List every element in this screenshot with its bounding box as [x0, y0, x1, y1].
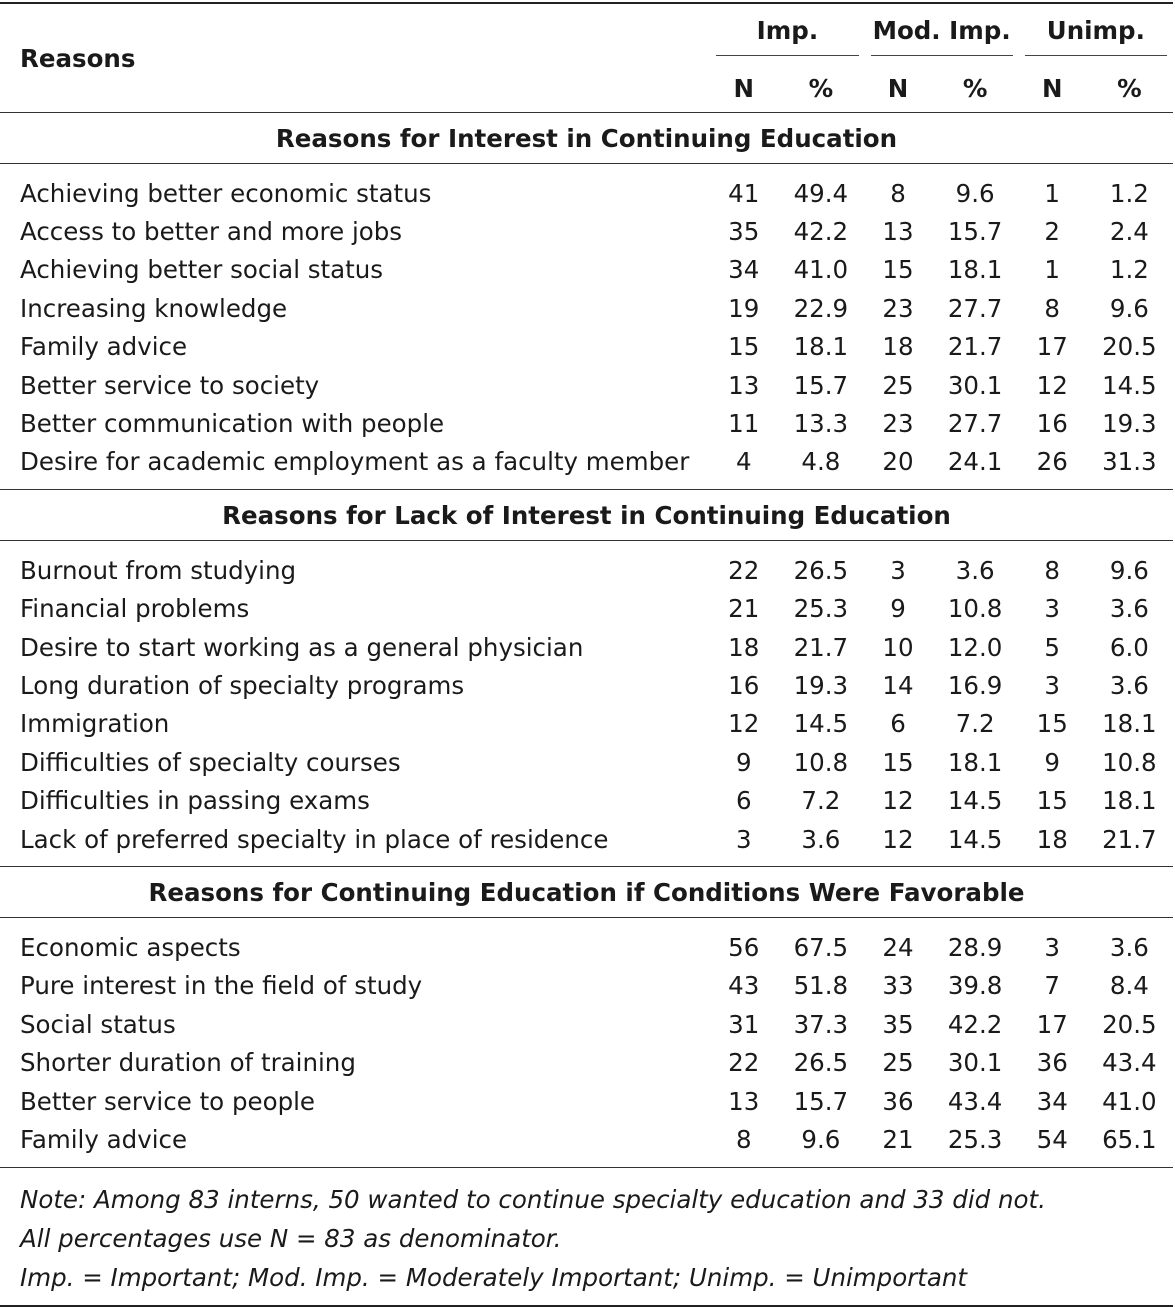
col-header-n: N — [887, 73, 909, 103]
mod-imp-n-cell: 15 — [882, 255, 914, 285]
mod-imp-n-cell: 15 — [882, 747, 914, 777]
mod-imp-n-cell: 6 — [890, 709, 906, 739]
unimp-pct-cell: 18.1 — [1102, 786, 1157, 816]
mod-imp-pct-cell: 7.2 — [955, 709, 995, 739]
reason-label: Achieving better economic status — [20, 178, 432, 208]
unimp-n-cell: 3 — [1044, 594, 1060, 624]
table-row — [0, 1005, 1173, 1043]
unimp-n-cell: 7 — [1044, 971, 1060, 1001]
section-header-row — [0, 490, 1173, 541]
unimp-pct-cell: 3.6 — [1109, 594, 1149, 624]
mod-imp-pct-cell: 25.3 — [947, 1124, 1003, 1154]
unimp-n-cell: 26 — [1036, 447, 1068, 477]
table-row — [0, 781, 1173, 819]
imp-pct-cell: 67.5 — [793, 932, 849, 962]
table-body — [0, 113, 1173, 1168]
mod-imp-pct-cell: 27.7 — [947, 293, 1003, 323]
imp-n-cell: 9 — [735, 747, 752, 777]
unimp-pct-cell: 3.6 — [1109, 670, 1149, 700]
mod-imp-n-cell: 35 — [882, 1009, 914, 1039]
note-text: Note: Among 83 interns, 50 wanted to continue specialty education and 33 did not. — [0, 1167, 1173, 1219]
mod-imp-n-cell: 13 — [882, 217, 914, 247]
section-title: Reasons for Lack of Interest in Continuing Education — [0, 490, 1173, 541]
table-row — [0, 404, 1173, 442]
note-row — [0, 1167, 1173, 1219]
reason-label: Increasing knowledge — [20, 293, 288, 323]
mod-imp-pct-cell: 15.7 — [947, 217, 1003, 247]
imp-pct-cell: 15.7 — [793, 1086, 849, 1116]
table-header — [0, 3, 1173, 113]
reasons-table — [0, 2, 1173, 1307]
unimp-n-cell: 9 — [1044, 747, 1060, 777]
imp-pct-cell: 9.6 — [801, 1124, 841, 1154]
mod-imp-pct-cell: 27.7 — [947, 409, 1003, 439]
imp-pct-cell: 26.5 — [793, 555, 849, 585]
mod-imp-pct-cell: 10.8 — [947, 594, 1003, 624]
imp-pct-cell: 37.3 — [793, 1009, 849, 1039]
table-row — [0, 590, 1173, 628]
unimp-pct-cell: 8.4 — [1109, 971, 1149, 1001]
table-row — [0, 328, 1173, 366]
mod-imp-pct-cell: 24.1 — [947, 447, 1003, 477]
unimp-n-cell: 15 — [1036, 709, 1068, 739]
col-header-pct: % — [962, 73, 988, 103]
unimp-pct-cell: 21.7 — [1102, 824, 1157, 854]
reason-label: Better service to people — [20, 1086, 316, 1116]
table-row — [0, 443, 1173, 490]
mod-imp-pct-cell: 16.9 — [947, 670, 1003, 700]
mod-imp-n-cell: 20 — [882, 447, 914, 477]
mod-imp-pct-cell: 39.8 — [947, 971, 1003, 1001]
table-row — [0, 743, 1173, 781]
unimp-pct-cell: 9.6 — [1109, 293, 1149, 323]
mod-imp-n-cell: 36 — [882, 1086, 914, 1116]
reason-label: Difficulties of specialty courses — [20, 747, 401, 777]
reason-label: Achieving better social status — [20, 255, 384, 285]
imp-pct-cell: 42.2 — [793, 217, 849, 247]
mod-imp-n-cell: 12 — [882, 824, 914, 854]
imp-pct-cell: 3.6 — [801, 824, 841, 854]
unimp-n-cell: 34 — [1036, 1086, 1068, 1116]
mod-imp-n-cell: 33 — [882, 971, 914, 1001]
unimp-n-cell: 15 — [1036, 786, 1068, 816]
unimp-pct-cell: 41.0 — [1102, 1086, 1157, 1116]
unimp-n-cell: 18 — [1036, 824, 1068, 854]
col-header-pct: % — [808, 73, 834, 103]
group-header-unimportant-label: Unimp. — [1025, 16, 1167, 56]
imp-n-cell: 18 — [728, 632, 760, 662]
imp-pct-cell: 25.3 — [793, 594, 849, 624]
imp-pct-cell: 7.2 — [801, 786, 841, 816]
unimp-n-cell: 16 — [1036, 409, 1068, 439]
reason-label: Immigration — [20, 709, 170, 739]
table-row — [0, 1043, 1173, 1081]
note-row — [0, 1219, 1173, 1258]
imp-n-cell: 22 — [728, 1048, 760, 1078]
imp-n-cell: 4 — [735, 447, 752, 477]
section-title: Reasons for Interest in Continuing Education — [0, 113, 1173, 164]
reason-label: Difficulties in passing exams — [20, 786, 370, 816]
mod-imp-pct-cell: 3.6 — [955, 555, 995, 585]
note-text: All percentages use N = 83 as denominator. — [20, 1223, 562, 1253]
imp-pct-cell: 49.4 — [793, 178, 849, 208]
unimp-n-cell: 54 — [1036, 1124, 1068, 1154]
unimp-pct-cell: 2.4 — [1109, 217, 1149, 247]
unimp-pct-cell: 31.3 — [1102, 447, 1157, 477]
imp-pct-cell: 14.5 — [793, 709, 849, 739]
mod-imp-n-cell: 24 — [882, 932, 914, 962]
unimp-n-cell: 8 — [1044, 555, 1060, 585]
imp-pct-cell: 21.7 — [793, 632, 849, 662]
reason-label: Shorter duration of training — [20, 1048, 356, 1078]
mod-imp-n-cell: 18 — [882, 332, 914, 362]
unimp-n-cell: 5 — [1044, 632, 1060, 662]
imp-n-cell: 13 — [728, 1086, 760, 1116]
unimp-n-cell: 3 — [1044, 670, 1060, 700]
imp-pct-cell: 22.9 — [793, 293, 849, 323]
section-title: Reasons for Continuing Education if Conditions Were Favorable — [0, 867, 1173, 918]
unimp-n-cell: 8 — [1044, 293, 1060, 323]
reason-label: Economic aspects — [20, 932, 241, 962]
mod-imp-pct-cell: 42.2 — [947, 1009, 1003, 1039]
imp-n-cell: 21 — [728, 594, 760, 624]
unimp-n-cell: 3 — [1044, 932, 1060, 962]
mod-imp-n-cell: 25 — [882, 1048, 914, 1078]
table-row — [0, 541, 1173, 590]
table-row — [0, 366, 1173, 404]
imp-n-cell: 12 — [728, 709, 760, 739]
mod-imp-n-cell: 23 — [882, 293, 914, 323]
unimp-pct-cell: 3.6 — [1109, 932, 1149, 962]
imp-n-cell: 13 — [728, 370, 760, 400]
unimp-pct-cell: 20.5 — [1102, 332, 1157, 362]
unimp-pct-cell: 6.0 — [1109, 632, 1149, 662]
table-row — [0, 628, 1173, 666]
table-row — [0, 705, 1173, 743]
mod-imp-n-cell: 12 — [882, 786, 914, 816]
mod-imp-pct-cell: 18.1 — [947, 747, 1003, 777]
mod-imp-n-cell: 9 — [890, 594, 906, 624]
table-row — [0, 212, 1173, 250]
table-row — [0, 289, 1173, 327]
mod-imp-n-cell: 21 — [882, 1124, 914, 1154]
mod-imp-pct-cell: 12.0 — [947, 632, 1003, 662]
imp-n-cell: 31 — [728, 1009, 760, 1039]
imp-n-cell: 43 — [728, 971, 760, 1001]
imp-pct-cell: 18.1 — [793, 332, 849, 362]
group-header-moderately-important-label: Mod. Imp. — [871, 16, 1013, 56]
table-notes — [0, 1167, 1173, 1306]
reasons-column-header: Reasons — [20, 43, 136, 73]
unimp-n-cell: 1 — [1044, 255, 1060, 285]
col-header-n: N — [1041, 73, 1063, 103]
imp-n-cell: 56 — [728, 932, 760, 962]
reason-label: Burnout from studying — [20, 555, 297, 585]
unimp-pct-cell: 1.2 — [1109, 178, 1149, 208]
imp-pct-cell: 15.7 — [793, 370, 849, 400]
reason-label: Family advice — [20, 332, 188, 362]
imp-n-cell: 22 — [728, 555, 760, 585]
table-row — [0, 666, 1173, 704]
reason-label: Family advice — [20, 1124, 188, 1154]
imp-n-cell: 15 — [728, 332, 760, 362]
imp-pct-cell: 26.5 — [793, 1048, 849, 1078]
imp-n-cell: 19 — [728, 293, 760, 323]
reason-label: Long duration of specialty programs — [20, 670, 465, 700]
mod-imp-pct-cell: 21.7 — [947, 332, 1003, 362]
unimp-n-cell: 17 — [1036, 332, 1068, 362]
mod-imp-pct-cell: 28.9 — [947, 932, 1003, 962]
imp-n-cell: 11 — [728, 409, 760, 439]
table-row — [0, 251, 1173, 289]
reason-label: Access to better and more jobs — [20, 217, 403, 247]
mod-imp-pct-cell: 43.4 — [947, 1086, 1003, 1116]
unimp-pct-cell: 10.8 — [1102, 747, 1157, 777]
unimp-n-cell: 36 — [1036, 1048, 1068, 1078]
imp-n-cell: 41 — [728, 178, 760, 208]
imp-pct-cell: 4.8 — [801, 447, 841, 477]
imp-n-cell: 3 — [735, 824, 752, 854]
imp-n-cell: 6 — [735, 786, 752, 816]
reason-label: Better communication with people — [20, 409, 445, 439]
unimp-n-cell: 12 — [1036, 370, 1068, 400]
imp-pct-cell: 51.8 — [793, 971, 849, 1001]
group-header-moderately-important — [865, 3, 1019, 64]
unimp-pct-cell: 43.4 — [1102, 1048, 1157, 1078]
mod-imp-n-cell: 23 — [882, 409, 914, 439]
reason-label: Better service to society — [20, 370, 320, 400]
unimp-n-cell: 2 — [1044, 217, 1060, 247]
imp-n-cell: 35 — [728, 217, 760, 247]
imp-pct-cell: 19.3 — [793, 670, 849, 700]
reason-label: Social status — [20, 1009, 176, 1039]
mod-imp-n-cell: 10 — [882, 632, 914, 662]
table-row — [0, 1120, 1173, 1167]
mod-imp-pct-cell: 9.6 — [955, 178, 995, 208]
table-row — [0, 967, 1173, 1005]
unimp-pct-cell: 65.1 — [1102, 1124, 1157, 1154]
mod-imp-n-cell: 8 — [890, 178, 906, 208]
mod-imp-n-cell: 25 — [882, 370, 914, 400]
reason-label: Lack of preferred specialty in place of residence — [20, 824, 609, 854]
reason-label: Financial problems — [20, 594, 250, 624]
table-row — [0, 820, 1173, 867]
table-row — [0, 918, 1173, 967]
imp-pct-cell: 13.3 — [793, 409, 849, 439]
group-header-unimportant — [1019, 3, 1173, 64]
mod-imp-pct-cell: 30.1 — [947, 370, 1003, 400]
col-header-pct: % — [1117, 73, 1142, 103]
group-header-important-label: Imp. — [716, 16, 858, 56]
unimp-n-cell: 1 — [1044, 178, 1060, 208]
mod-imp-n-cell: 14 — [882, 670, 914, 700]
imp-n-cell: 16 — [728, 670, 760, 700]
mod-imp-pct-cell: 14.5 — [947, 786, 1003, 816]
unimp-pct-cell: 18.1 — [1102, 709, 1157, 739]
unimp-pct-cell: 1.2 — [1109, 255, 1149, 285]
section-header-row — [0, 113, 1173, 164]
note-text: Imp. = Important; Mod. Imp. = Moderately Important; Unimp. = Unimportant — [0, 1258, 1173, 1306]
col-header-n: N — [733, 73, 755, 103]
unimp-pct-cell: 9.6 — [1109, 555, 1149, 585]
imp-n-cell: 34 — [728, 255, 760, 285]
imp-pct-cell: 10.8 — [793, 747, 849, 777]
unimp-pct-cell: 19.3 — [1102, 409, 1157, 439]
note-row — [0, 1258, 1173, 1306]
imp-pct-cell: 41.0 — [793, 255, 849, 285]
unimp-n-cell: 17 — [1036, 1009, 1068, 1039]
reason-label: Desire for academic employment as a faculty member — [20, 447, 690, 477]
section-header-row — [0, 867, 1173, 918]
mod-imp-n-cell: 3 — [890, 555, 906, 585]
unimp-pct-cell: 20.5 — [1102, 1009, 1157, 1039]
table-row — [0, 164, 1173, 213]
reason-label: Desire to start working as a general physician — [20, 632, 584, 662]
imp-n-cell: 8 — [735, 1124, 752, 1154]
mod-imp-pct-cell: 14.5 — [947, 824, 1003, 854]
table-row — [0, 1082, 1173, 1120]
reason-label: Pure interest in the field of study — [20, 971, 423, 1001]
unimp-pct-cell: 14.5 — [1102, 370, 1157, 400]
mod-imp-pct-cell: 18.1 — [947, 255, 1003, 285]
group-header-important — [710, 3, 864, 64]
mod-imp-pct-cell: 30.1 — [947, 1048, 1003, 1078]
